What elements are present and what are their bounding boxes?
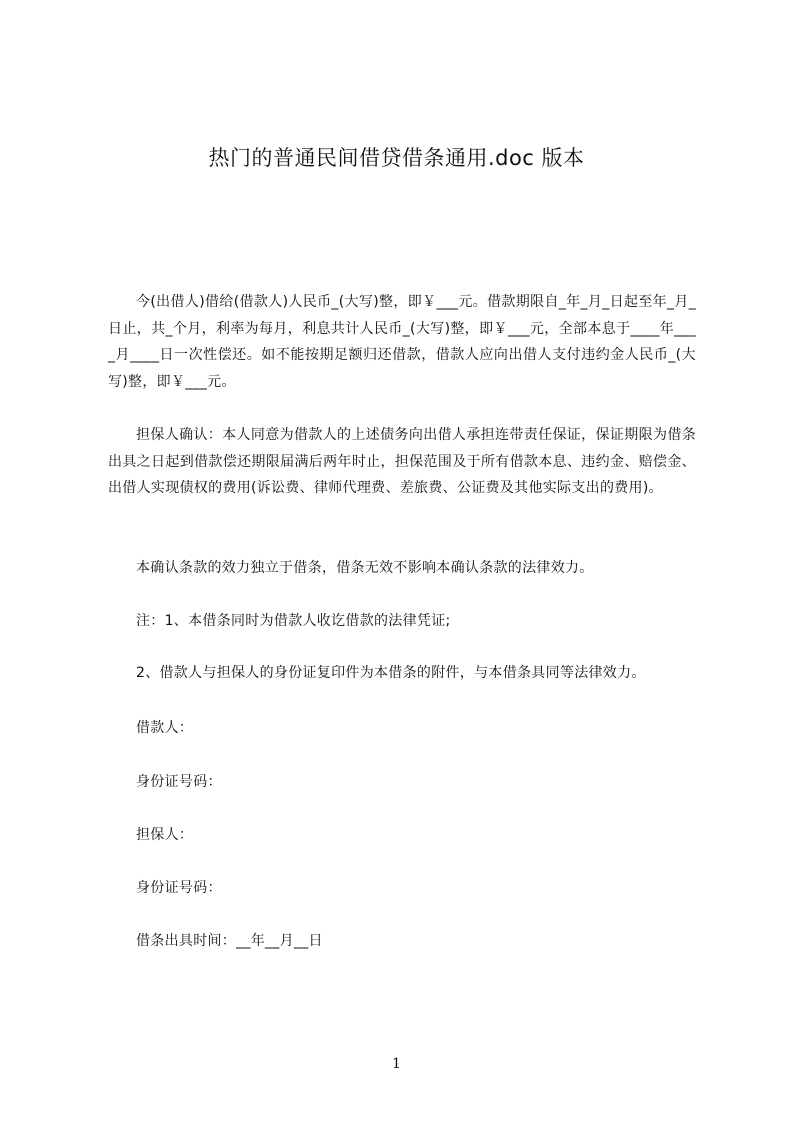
guarantor-id-label: 身份证号码： [136, 880, 222, 896]
issue-date-label: 借条出具时间：__年__月__日 [136, 933, 323, 949]
independence-clause: 本确认条款的效力独立于借条，借条无效不影响本确认条款的法律效力。 [136, 560, 594, 576]
document-title: 热门的普通民间借贷借条通用.doc 版本 [208, 146, 585, 170]
borrower-label: 借款人： [136, 720, 194, 736]
borrower-id-label: 身份证号码： [136, 774, 222, 790]
guarantor-confirmation-paragraph: 担保人确认：本人同意为借款人的上述债务向出借人承担连带责任保证，保证期限为借条出具之日起到借款偿还期限届满后两年时止，担保范围及于所有借款本息、违约金、赔偿金、出借人实现债权的费用(诉讼费、律师代理费、差旅费、公证费及其他实际支出的费用)。 [108, 427, 696, 496]
guarantor-label: 担保人： [136, 827, 194, 843]
note-2: 2、借款人与担保人的身份证复印件为本借条的附件，与本借条具同等法律效力。 [136, 665, 646, 681]
loan-terms-paragraph: 今(出借人)借给(借款人)人民币_(大写)整，即￥___元。借款期限自_年_月_日起至年_月_日止，共_个月，利率为每月，利息共计人民币_(大写)整，即￥___元，全部本息于____年____月____日一次性偿还。如不能按期足额归还借款，借款人应向出借人支付违约金人民币_(大写)整，即￥___元。 [108, 294, 696, 390]
note-1: 注：1、本借条同时为借款人收讫借款的法律凭证; [136, 613, 451, 629]
page-number: 1 [392, 1056, 401, 1072]
